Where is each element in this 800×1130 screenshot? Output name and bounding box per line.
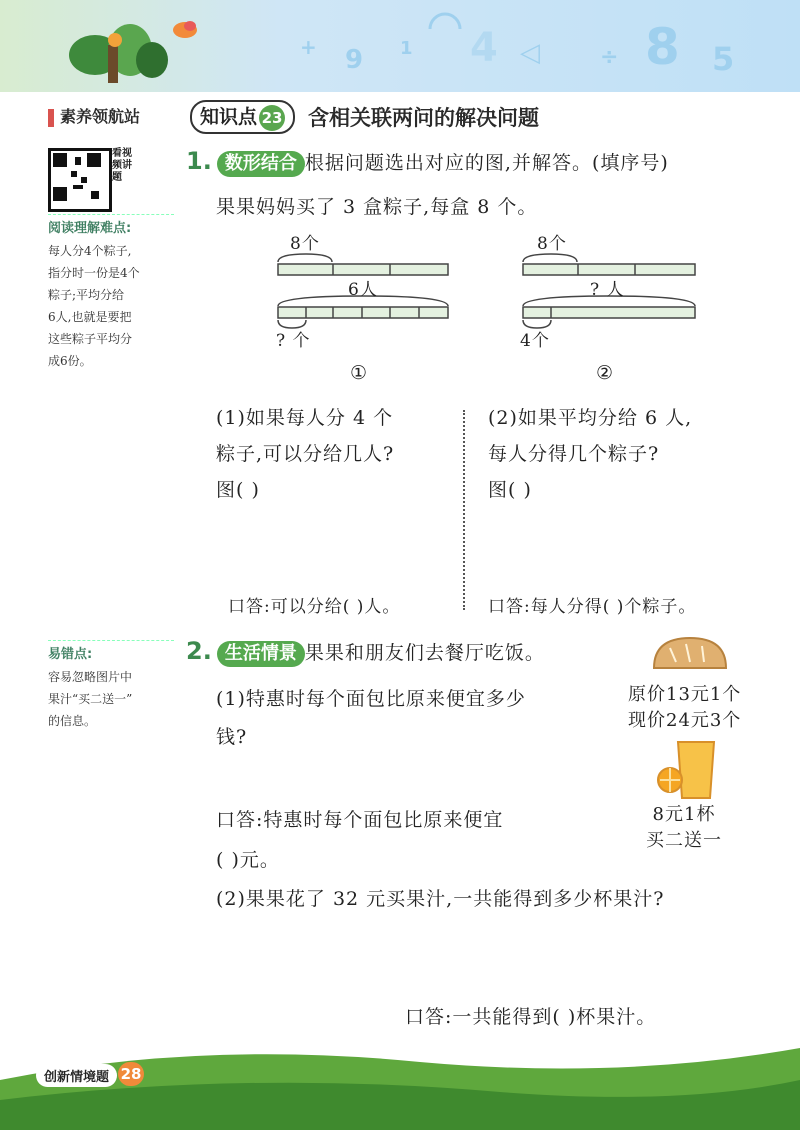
decor-five: 5 [712, 40, 735, 78]
decor-circle-icon [425, 4, 465, 34]
decor-divide: ÷ [600, 45, 619, 70]
q2-tag: 生活情景 [217, 641, 305, 667]
q2-sub2-answer[interactable]: 口答:一共能得到( )杯果汁。 [405, 1006, 657, 1028]
divider [48, 214, 174, 215]
decor-nine: 9 [345, 45, 364, 75]
decor-four: 4 [470, 25, 498, 71]
q1-header [186, 147, 669, 177]
knowledge-point-number: 23 [259, 105, 285, 131]
q1-sub2-fig[interactable]: 图( ) [488, 479, 532, 501]
knowledge-point-badge: 知识点 23 [190, 100, 295, 134]
q2-sub1-answer[interactable]: 口答:特惠时每个面包比原来便宜 ( )元。 [216, 809, 504, 871]
d1-caption: ① [350, 362, 369, 384]
decor-eight: 8 [645, 18, 680, 76]
bread-price: 原价13元1个 现价24元3个 [628, 684, 742, 731]
juice-price: 8元1杯 买二送一 [646, 804, 722, 851]
q1-number: 1. [186, 147, 212, 175]
q1-sub2-answer[interactable]: 口答:每人分得( )个粽子。 [488, 597, 697, 617]
section-title: 含相关联两问的解决问题 [308, 106, 539, 130]
mistake-note: 易错点: 容易忽略图片中 果汁“买二送一” 的信息。 [48, 644, 176, 732]
d1-bottom-label: ? 个 [276, 331, 311, 351]
header-band [0, 0, 800, 92]
qr-label: 看视频讲题 [112, 148, 132, 183]
page-number: 28 [118, 1062, 144, 1086]
qr-code-icon[interactable] [48, 148, 112, 212]
divider [48, 640, 174, 641]
d1-mid-label: 6人 [348, 280, 378, 300]
mistake-note-head: 易错点: [48, 647, 93, 662]
q2-number: 2. [186, 637, 212, 665]
juice-icon [656, 738, 722, 800]
footer-hill [0, 1040, 800, 1130]
q1-tag: 数形结合 [217, 151, 305, 177]
leaf-decoration-icon [60, 10, 170, 90]
q2-prompt: 果果和朋友们去餐厅吃饭。 [304, 642, 545, 664]
sidebar-title: 素养领航站 [48, 104, 170, 128]
q1-sub2: (2)如果平均分给 6 人, 每人分得几个粽子? 图( ) [488, 400, 692, 508]
q1-sub1-answer[interactable]: 口答:可以分给( )人。 [228, 597, 401, 617]
d2-mid-label: ? 人 [590, 280, 625, 300]
decor-triangle: ◁ [520, 38, 540, 68]
bird-icon [170, 18, 200, 42]
q1-sub1: (1)如果每人分 4 个 粽子,可以分给几人? 图( ) [216, 400, 394, 508]
footer-label: 创新情境题 [36, 1064, 117, 1087]
d2-bottom-label: 4个 [520, 331, 550, 351]
q2-header [186, 637, 545, 667]
q1-story: 果果妈妈买了 3 盒粽子,每盒 8 个。 [216, 196, 538, 218]
title-marker [48, 109, 54, 127]
reading-note-head: 阅读理解难点: [48, 221, 132, 236]
qr-pattern [51, 151, 103, 203]
q2-sub1: (1)特惠时每个面包比原来便宜多少 钱? [216, 688, 526, 748]
d2-top-label: 8个 [537, 234, 567, 254]
d1-top-label: 8个 [290, 234, 320, 254]
q1-prompt: 根据问题选出对应的图,并解答。(填序号) [304, 152, 669, 174]
decor-plus: + [300, 35, 317, 59]
bread-icon [650, 632, 730, 676]
reading-note: 阅读理解难点: 每人分4个粽子, 指分时一份是4个 粽子;平均分给 6人,也就是要把 这些粽子平均分 成6份。 [48, 218, 176, 372]
decor-one: 1 [400, 38, 413, 59]
q1-sub1-fig[interactable]: 图( ) [216, 479, 260, 501]
q2-sub2: (2)果果花了 32 元买果汁,一共能得到多少杯果汁? [216, 888, 665, 910]
d2-caption: ② [596, 362, 615, 384]
column-divider [463, 410, 465, 610]
